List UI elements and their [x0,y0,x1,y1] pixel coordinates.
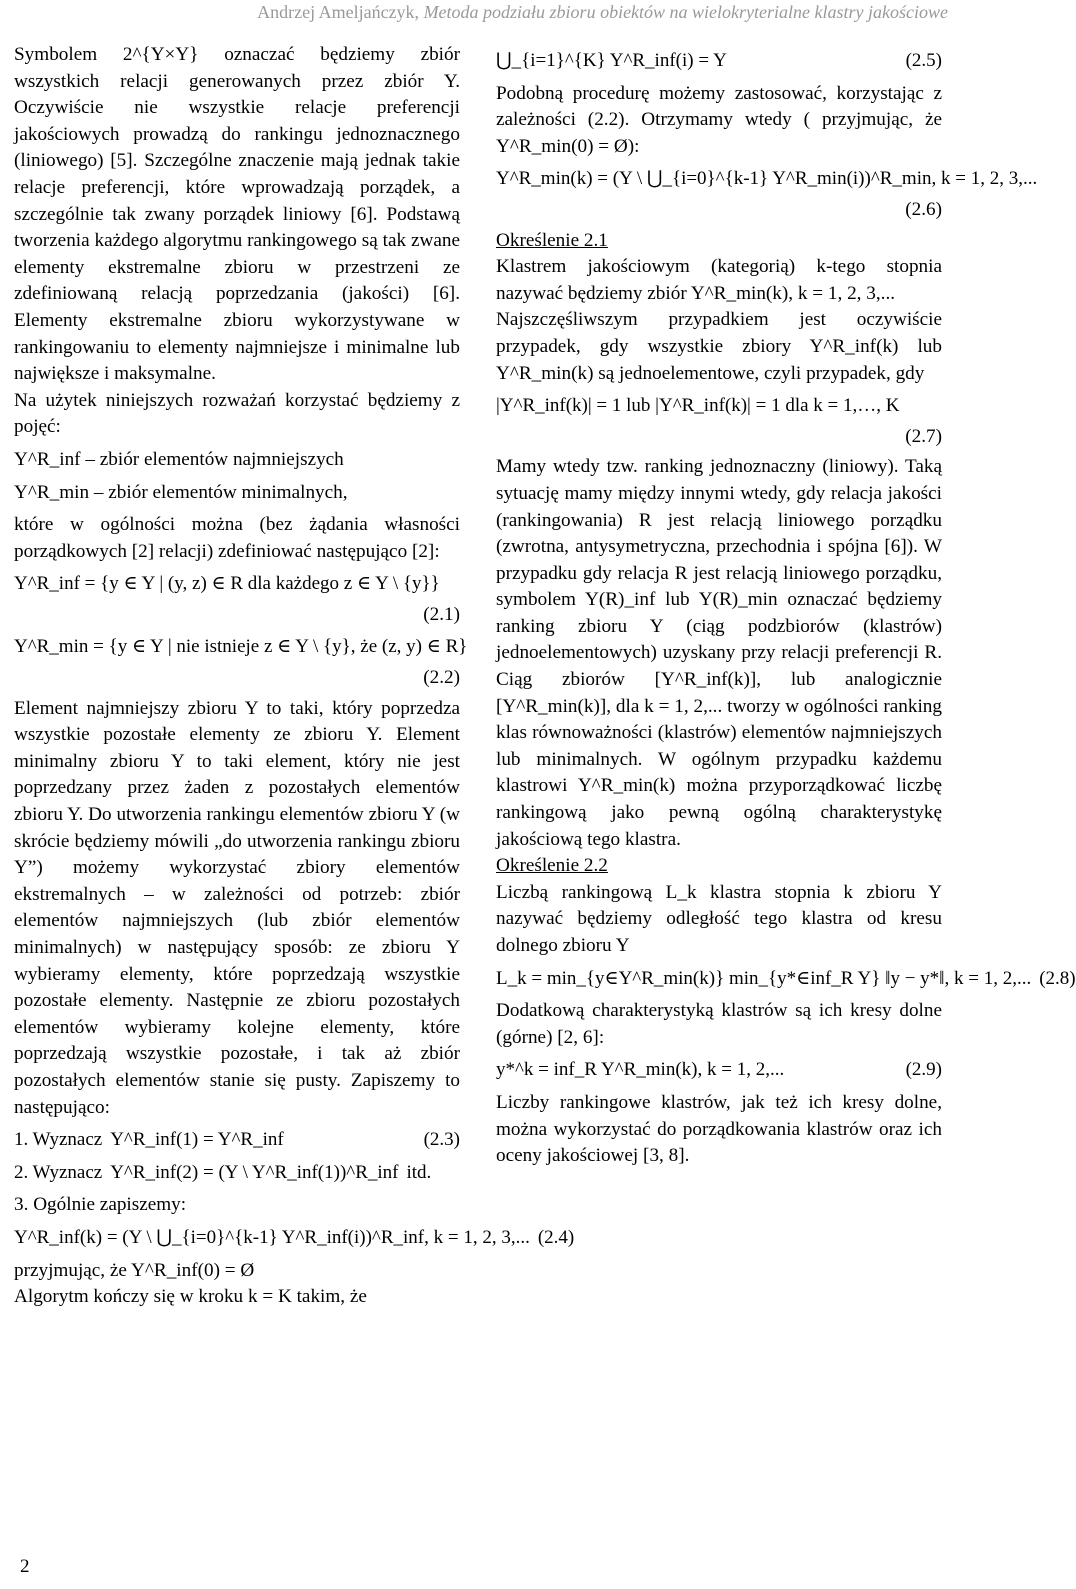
term-min-text: Y^R_min – zbiór elementów minimalnych, [14,481,348,503]
paragraph-define: które w ogólności można (bez żądania własności porządkowych [2] relacji) zdefiniować następująco [2]: [14,514,460,562]
term-min [14,480,460,507]
step-2 [14,1160,460,1187]
linear-ranking-c: oznaczać będziemy ranking zbioru Y (ciąg podzbiorów (klastrów) jednoelementowych) uzyskany przy relacji preferencji R. Ciąg zbiorów [496,589,943,691]
equation-2-4-body: Y^R_inf(k) = (Y \ ⋃_{i=0}^{k-1} Y^R_inf(i))^R_inf, k = 1, 2, 3,... [14,1226,530,1248]
equation-2-4-number: (2.4) [537,1226,575,1248]
header-author: Andrzej Ameljańczyk, [257,2,420,22]
paragraph-elements: Element najmniejszy zbioru Y to taki, który poprzedza wszystkie pozostałe elementy ze zbioru Y. Element minimalny zbioru Y to taki element, który nie jest poprzedzany przez żaden z pozostałych elementów zbioru Y. Do utworzenia rankingu elementów zbioru Y (w skrócie będziemy mówili „do utworzenia rankingu zbioru Y”) możemy wykorzystać zbiory elementów ekstremalnych – w zależności od potrzeb: zbiór elementów najmniejszych (lub zbiór elementów minimalnych) w następujący sposób: ze zbioru Y wybieramy elementy, które poprzedzają wszystkie pozostałe elementy. Następnie ze zbioru pozostałych elementów wybieramy kolejne elementy, które poprzedzają wszystkie pozostałe, i tak aż zbiór pozostałych elementów stanie się pusty. Zapiszemy to następująco: [14,697,460,1118]
linear-ranking-eq4: [Y^R_min(k)] [496,695,607,717]
definition-2-2-heading: Określenie 2.2 [496,855,608,877]
paragraph-closing: Liczby rankingowe klastrów, jak też ich kresy dolne, można wykorzystać do porządkowania klastrów oraz ich oceny jakościowej [3, 8]. [496,1091,942,1167]
assuming-equation: Y^R_inf(0) = Ø [131,1259,255,1281]
equation-2-8 [496,966,1076,993]
equation-2-9-body: y*^k = inf_R Y^R_min(k), k = 1, 2,... [496,1059,785,1081]
step-2-equation: Y^R_inf(2) = (Y \ Y^R_inf(1))^R_inf [110,1161,399,1183]
equation-2-9 [496,1057,942,1084]
running-header [0,2,948,23]
linear-ranking-f: można przyporządkować liczbę rankingową jako pewną ogólną charakterystykę jakościową tego klastra. [496,775,942,850]
definition-2-2-eq: L_k [665,881,697,903]
equation-2-6-body: Y^R_min(k) = (Y \ ⋃_{i=0}^{k-1} Y^R_min(i))^R_min, k = 1, 2, 3,... [496,168,1038,190]
step-3-label: 3. Ogólnie zapiszemy: [14,1194,187,1216]
paragraph-lucky-case [496,307,942,387]
lucky-case-c: są jednoelementowe, czyli przypadek, gdy [598,362,925,384]
page-number: 2 [20,1556,30,1577]
linear-ranking-eq1: Y(R)_inf [585,589,656,611]
equation-2-1-number: (2.1) [423,603,460,625]
lucky-case-eq1: Y^R_inf(k) [809,335,899,357]
equation-2-5-body: ⋃_{i=1}^{K} Y^R_inf(i) = Y [496,50,727,71]
equation-2-3-body: Y^R_inf(1) = Y^R_inf [110,1129,284,1151]
paragraph-similar-procedure [496,81,942,161]
similar-procedure-text: Podobną procedurę możemy zastosować, korzystając z zależności (2.2). Otrzymamy wtedy ( przyjmując, że [496,82,942,131]
step-2-suffix: itd. [406,1161,432,1183]
equation-2-8-body: L_k = min_{y∈Y^R_min(k)} min_{y*∈inf_R Y} ‖y − y*‖, k = 1, 2,... [496,967,1032,989]
definition-2-1-body: Klastrem jakościowym (kategorią) k-tego stopnia nazywać będziemy zbiór [496,256,942,304]
lucky-case-eq2: Y^R_min(k) [496,362,594,384]
equation-2-3-number: (2.3) [423,1129,460,1151]
definition-2-2-text [496,880,942,960]
equation-2-7-body: |Y^R_inf(k)| = 1 lub |Y^R_inf(k)| = 1 dla k = 1,…, K [496,395,900,417]
equation-2-7-number: (2.7) [905,425,942,447]
equation-2-5-number: (2.5) [905,50,942,71]
equation-2-1 [14,571,460,598]
linear-ranking-d: , lub analogicznie [756,669,943,691]
definition-2-2-a: Liczbą rankingową [496,881,653,903]
term-inf-text: Y^R_inf – zbiór elementów najmniejszych [14,448,344,470]
paragraph-linear-ranking [496,454,942,853]
equation-2-4 [14,1225,575,1252]
paragraph-concepts: Na użytek niniejszych rozważań korzystać będziemy z pojęć: [14,389,460,438]
lucky-case-a: Najszczęśliwszym przypadkiem jest oczywiście przypadek, gdy wszystkie zbiory [496,309,942,357]
step-1-label: 1. Wyznacz [14,1129,103,1151]
step-2-label: 2. Wyznacz [14,1161,103,1183]
paragraph-relations: Symbolem 2^{Y×Y} oznaczać będziemy zbiór wszystkich relacji generowanych przez zbiór Y. Oczywiście nie wszystkie relacje preferencji jakościowych prowadzą do rankingu jednoznacznego (liniowego) [5]. Szczególne znaczenie mają jednak takie relacje preferencji, które wprowadzają porządek, a szczególnie tak zwany porządek liniowy [6]. Podstawą tworzenia każdego algorytmu rankingowego są tak zwane elementy ekstremalne zbioru w przestrzeni ze zdefiniowaną relacją poprzedzania (jakości) [6]. Elementy ekstremalne zbioru wykorzystywane w rankingowaniu to elementy najmniejsze i minimalne lub największe i maksymalne. [14,44,460,385]
assuming-lead: przyjmując, że [14,1259,127,1281]
equation-2-8-number: (2.8) [1039,967,1076,989]
equation-2-6-number: (2.6) [905,198,942,220]
equation-2-2 [14,634,468,661]
similar-procedure-end: ): [627,135,640,157]
paragraph-additional: Dodatkową charakterystyką klastrów są ich kresy dolne (górne) [2, 6]: [496,1000,942,1048]
equation-2-2-body: Y^R_min = {y ∈ Y | nie istnieje z ∈ Y \ {y}, że (z, y) ∈ R} [14,636,468,658]
equation-2-6 [496,166,1038,193]
paragraph-algorithm-end: Algorytm kończy się w kroku k = K takim, że [14,1286,367,1308]
term-inf [14,447,460,474]
definition-2-1-heading: Określenie 2.1 [496,229,608,251]
definition-2-1-equation: Y^R_min(k), k = 1, 2, 3,... [690,282,896,304]
linear-ranking-e: , dla k = 1, 2,... tworzy w ogólności ranking klas równoważności (klastrów) elementów najmniejszych lub minimalnych. W ogólnym przypadku każdemu klastrowi [496,695,942,797]
linear-ranking-eq2: Y(R)_min [698,589,778,611]
equation-2-1-body: Y^R_inf = {y ∈ Y | (y, z) ∈ R dla każdego z ∈ Y \ {y}} [14,573,440,595]
equation-2-5 [496,48,942,75]
linear-ranking-a: Mamy wtedy tzw. ranking jednoznaczny (liniowy). Taką sytuację mamy między innymi wtedy, gdy relacja jakości (rankingowania) R jest relacją liniowego porządku (zwrotna, antysymetryczna, przechodnia i spójna [6]). W przypadku gdy relacja R jest relacją liniowego porządku, symbolem [496,456,942,611]
linear-ranking-eq3: [Y^R_inf(k)] [654,669,757,691]
right-column [496,42,1076,1170]
step-1 [14,1127,460,1154]
definition-2-1-text [496,254,942,307]
equation-2-9-number: (2.9) [905,1059,942,1081]
linear-ranking-eq5: Y^R_min(k) [577,775,676,797]
paragraph-assuming [14,1258,460,1285]
linear-ranking-b: lub [665,589,690,611]
similar-procedure-equation: Y^R_min(0) = Ø [496,135,628,157]
lucky-case-b: lub [917,335,942,357]
equation-2-2-number: (2.2) [423,667,460,689]
definition-2-2-b: klastra stopnia k zbioru Y nazywać będziemy odległość tego klastra od kresu dolnego zbioru Y [496,881,943,956]
equation-2-7 [496,393,942,420]
header-title: Metoda podziału zbioru obiektów na wielokryterialne klastry jakościowe [423,2,948,22]
